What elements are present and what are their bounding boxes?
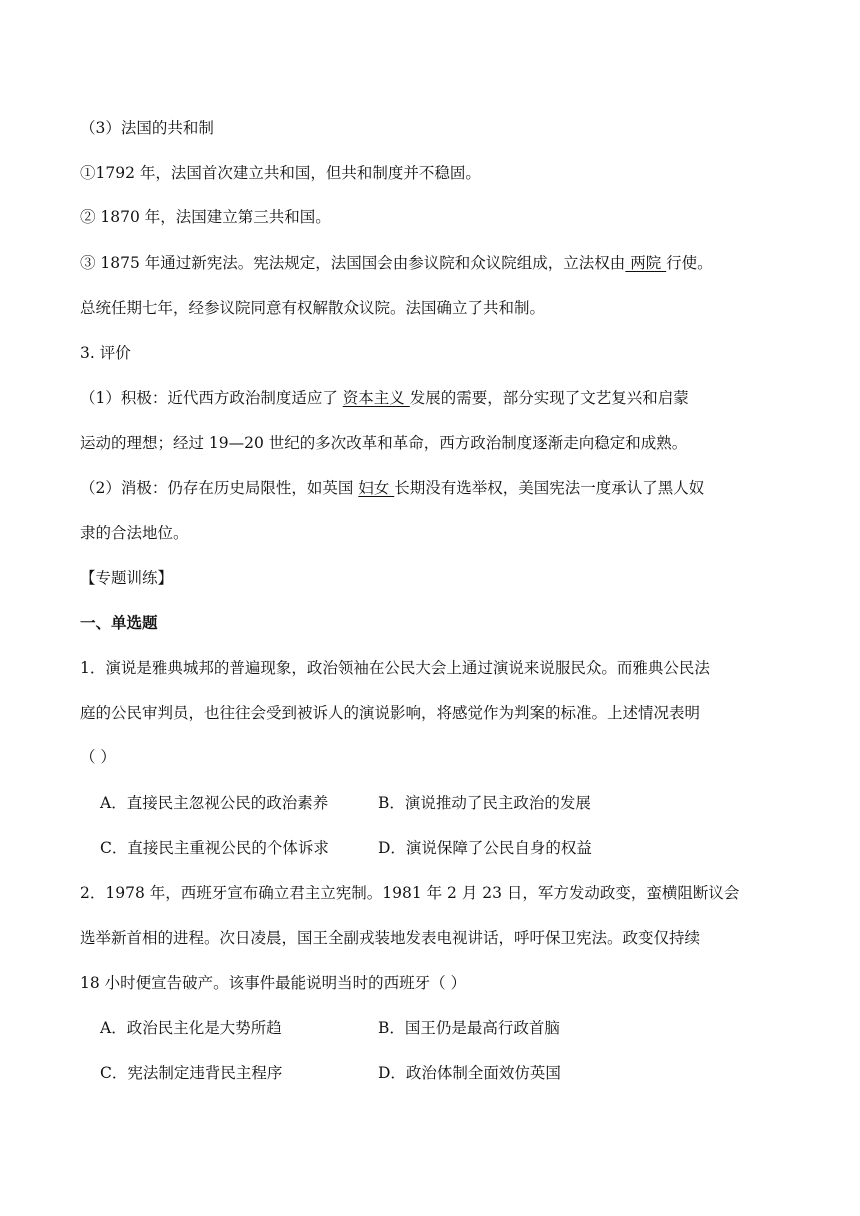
paragraph — [80, 477, 704, 499]
text-segment: 行使。 — [666, 254, 713, 272]
question-text: 2．1978 年，西班牙宣布确立君主立宪制。1981 年 2 月 23 日，军方发动政变，蛮横阻断议会 — [80, 884, 740, 902]
question-text: 18 小时便宣告破产。该事件最能说明当时的西班牙（ ） — [80, 974, 467, 992]
option-b: B．国王仍是最高行政首脑 — [378, 1019, 560, 1037]
list-item: ①1792 年，法国首次建立共和国，但共和制度并不稳固。 — [80, 164, 481, 182]
option-c: C．宪法制定违背民主程序 — [100, 1064, 283, 1082]
section-heading: （3）法国的共和制 — [80, 119, 214, 137]
text-segment: ③ 1875 年通过新宪法。宪法规定，法国国会由参议院和众议院组成，立法权由 — [80, 254, 626, 272]
text-segment: （1）积极：近代西方政治制度适应了 — [80, 389, 343, 407]
answer-fill: 妇女 — [358, 479, 395, 497]
list-item-continuation: 总统任期七年，经参议院同意有权解散众议院。法国确立了共和制。 — [80, 299, 546, 317]
section-title: 一、单选题 — [80, 614, 158, 632]
text-segment: （2）消极：仍存在历史局限性，如英国 — [80, 479, 359, 497]
option-a: A．政治民主化是大势所趋 — [100, 1019, 282, 1037]
paragraph-continuation: 隶的合法地位。 — [80, 524, 189, 542]
list-item: ② 1870 年，法国建立第三共和国。 — [80, 208, 331, 226]
answer-fill: 资本主义 — [342, 389, 410, 407]
text-segment: 发展的需要，部分实现了文艺复兴和启蒙 — [409, 389, 689, 407]
text-segment: 长期没有选举权，美国宪法一度承认了黑人奴 — [394, 479, 705, 497]
question-text: 1．演说是雅典城邦的普遍现象，政治领袖在公民大会上通过演说来说服民众。而雅典公民法 — [80, 659, 710, 677]
option-b: B．演说推动了民主政治的发展 — [378, 794, 591, 812]
question-text: 选举新首相的进程。次日凌晨，国王全副戎装地发表电视讲话，呼吁保卫宪法。政变仅持续 — [80, 929, 701, 947]
paragraph-continuation: 运动的理想；经过 19—20 世纪的多次改革和革命，西方政治制度逐渐走向稳定和成熟。 — [80, 434, 688, 452]
question-text: 庭的公民审判员，也往往会受到被诉人的演说影响，将感觉作为判案的标准。上述情况表明 — [80, 704, 701, 722]
training-title: 【专题训练】 — [80, 569, 174, 587]
option-d: D．演说保障了公民自身的权益 — [378, 839, 592, 857]
section-heading: 3. 评价 — [80, 344, 131, 362]
option-c: C．直接民主重视公民的个体诉求 — [100, 839, 329, 857]
list-item — [80, 252, 713, 274]
option-d: D．政治体制全面效仿英国 — [378, 1064, 561, 1082]
option-a: A．直接民主忽视公民的政治素养 — [100, 794, 329, 812]
paragraph — [80, 387, 689, 409]
answer-blank: （ ） — [80, 748, 116, 766]
answer-fill: 两院 — [625, 254, 667, 272]
